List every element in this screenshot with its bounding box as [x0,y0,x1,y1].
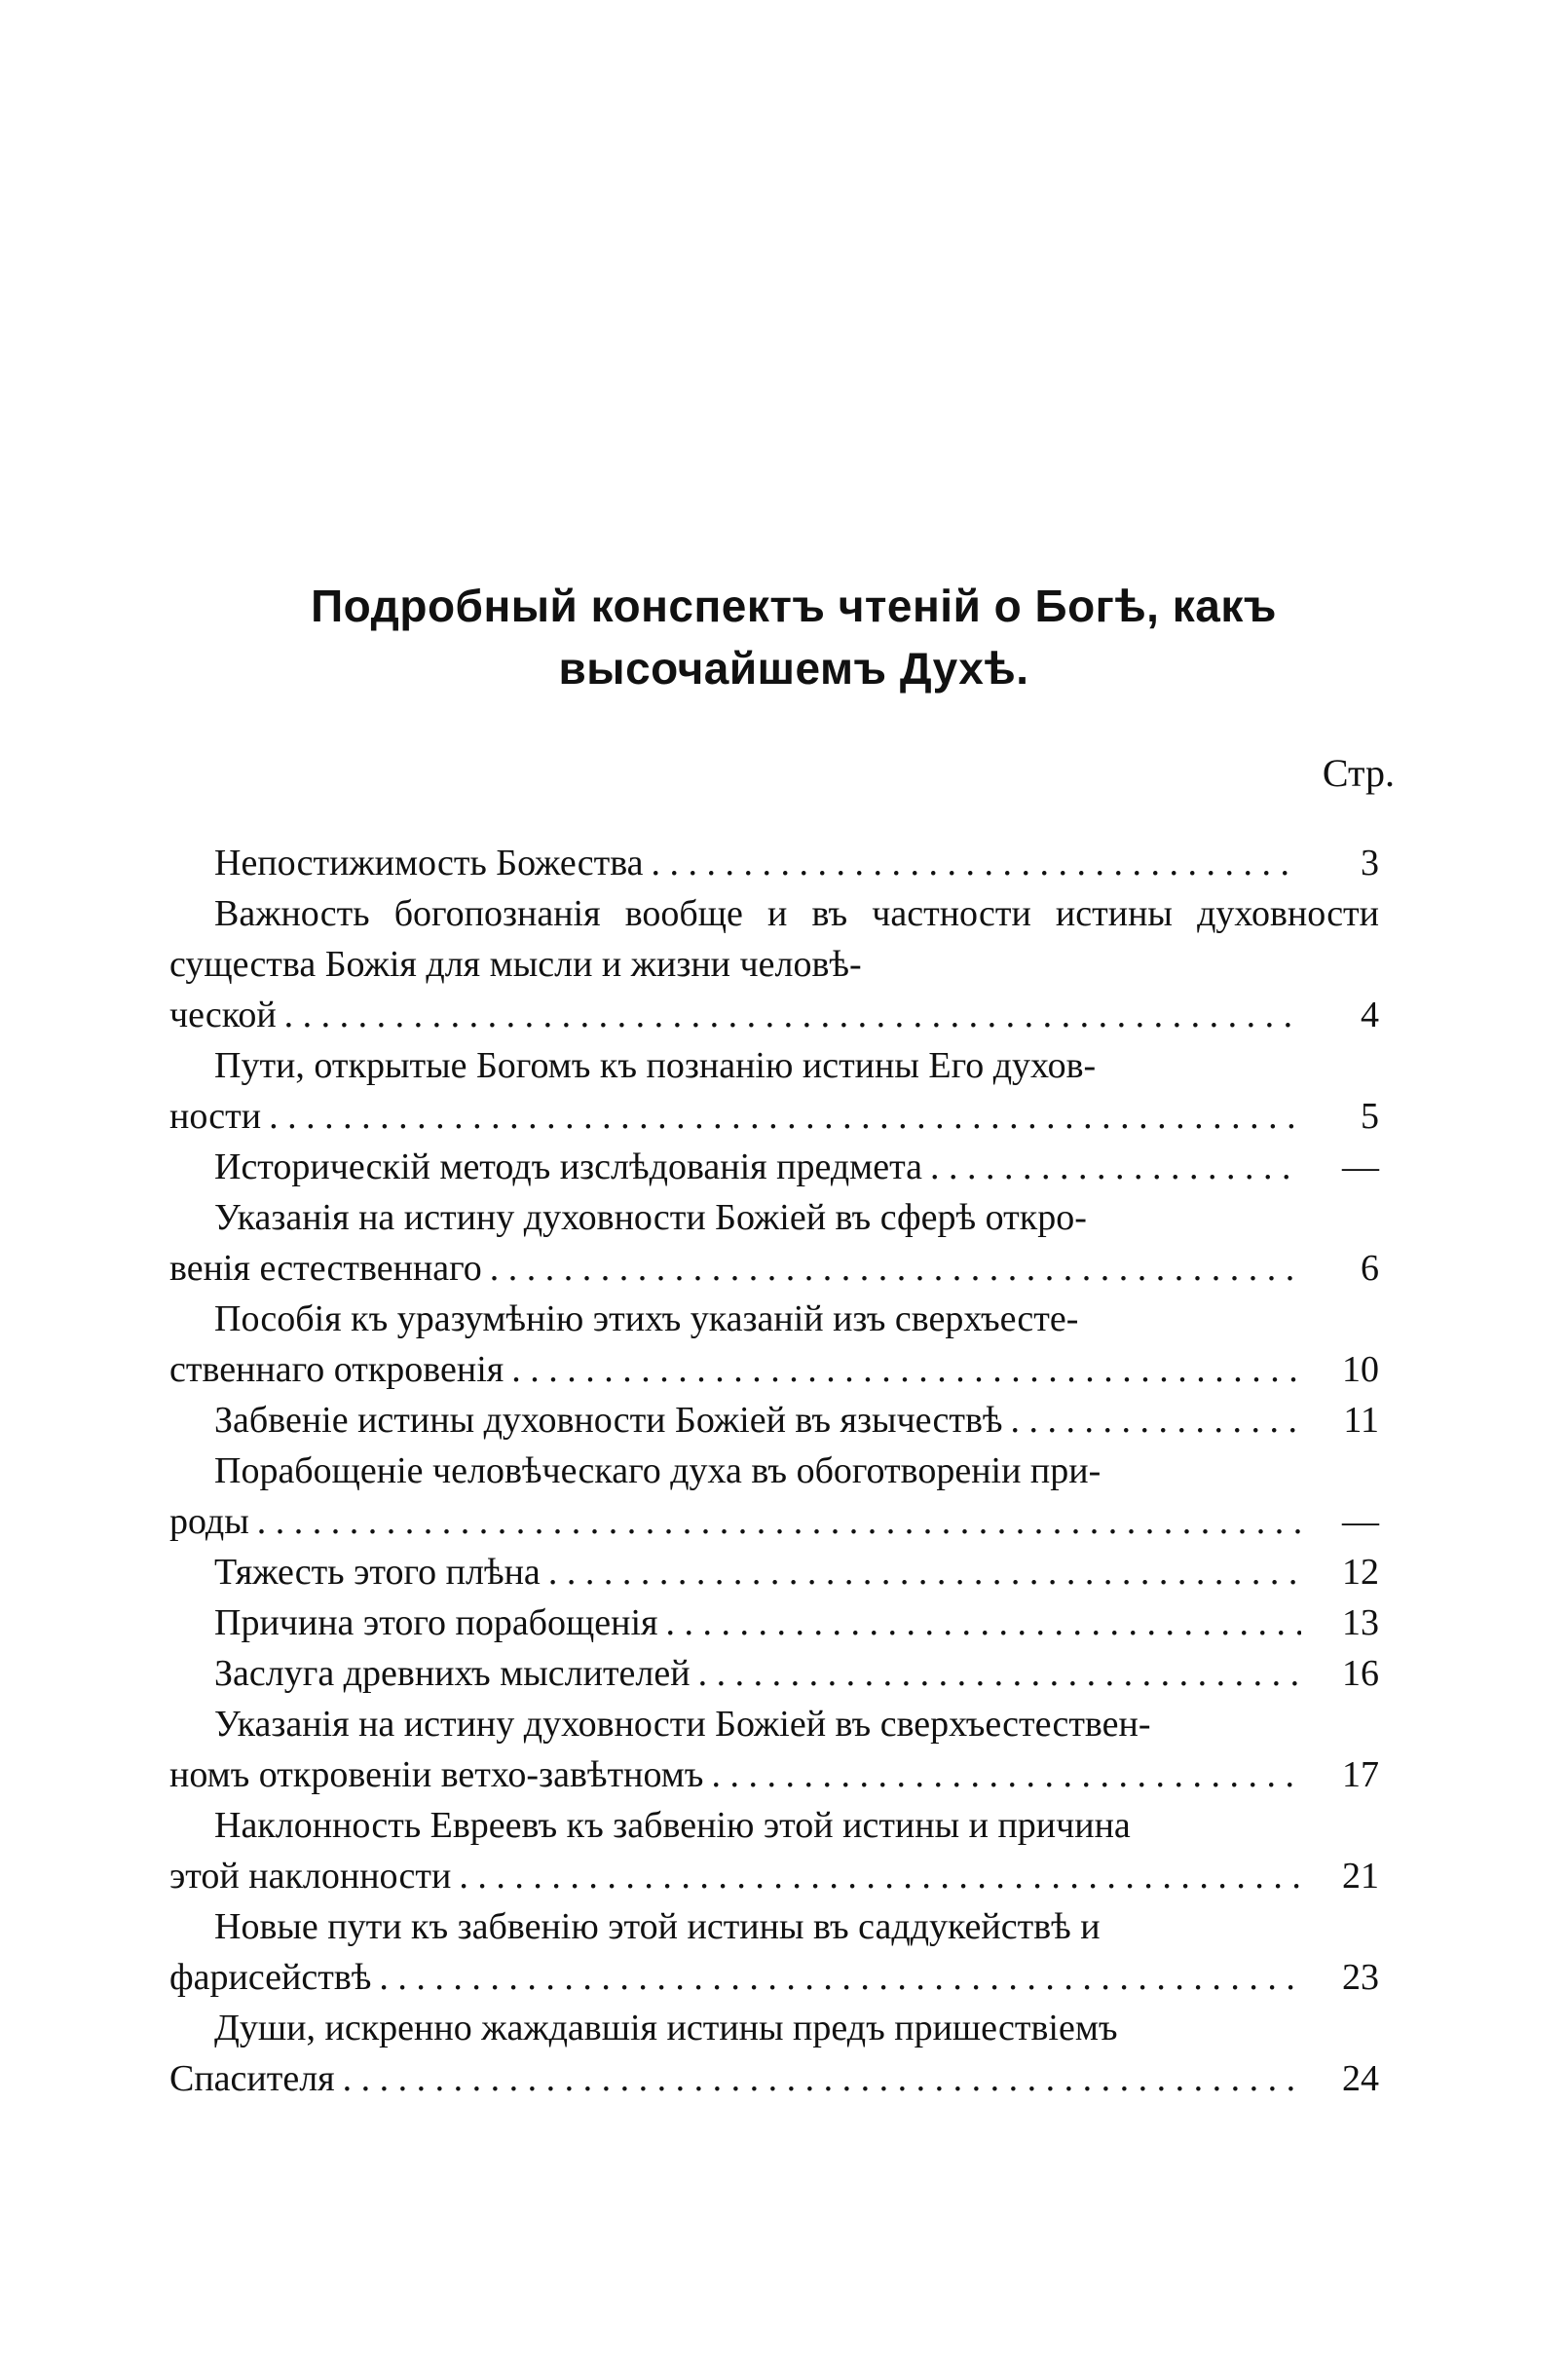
toc-entry-text: Тяжесть этого плѣна [214,1552,541,1593]
toc-entry [169,1547,1379,1597]
toc-page-number: 24 [1342,2058,1379,2099]
toc-entry-text: Пути, открытые Богомъ къ познанію истины Его духов- [214,1045,1097,1086]
toc-page-number: 6 [1361,1248,1379,1289]
dot-leader [261,1091,1301,1142]
toc-entry-line [169,1496,1379,1547]
toc-entry [169,1648,1379,1699]
toc-entry [169,1901,1379,2003]
toc-entry [169,1040,1379,1142]
toc-page-number: 4 [1361,995,1379,1035]
dot-leader [277,990,1301,1040]
toc-entry-text-end: роды [169,1501,249,1542]
toc-page-number: 23 [1342,1957,1379,1998]
toc-entry-text-end: венія естественнаго [169,1248,482,1289]
toc-entry-line [169,2053,1379,2104]
dot-leader [249,1496,1301,1547]
toc-page-number: — [1342,1146,1379,1187]
dot-leader [644,838,1301,888]
toc-entry [169,888,1379,1040]
toc-entry-line [169,1243,1379,1294]
toc-entry-line [169,1597,1379,1648]
toc-entry-text-end: ности [169,1096,262,1137]
dot-leader [451,1851,1301,1901]
toc-entry [169,1597,1379,1648]
toc-entry-text-end: номъ откровеніи ветхо-завѣтномъ [169,1754,704,1795]
dot-leader [922,1142,1301,1192]
toc-entry-line [169,1749,1379,1800]
dot-leader [691,1648,1301,1699]
toc-entry-text-end: Спасителя [169,2058,335,2099]
toc-entry [169,2003,1379,2104]
toc-entry-text: Указанія на истину духовности Божіей въ сверхъестествен- [214,1704,1151,1745]
toc-entry [169,1142,1379,1192]
toc-entry-line [169,990,1379,1040]
toc-entry-line [169,1952,1379,2003]
toc-entry-line [169,1547,1379,1597]
toc-page-number: 11 [1343,1400,1379,1441]
toc-entry-text: Непостижимость Божества [214,843,644,883]
toc-page-number: 17 [1342,1754,1379,1795]
toc-page-number: 21 [1342,1856,1379,1897]
toc-entry-text: Пособія къ уразумѣнію этихъ указаній изъ сверхъесте- [214,1298,1079,1339]
dot-leader [1003,1395,1301,1446]
toc-entry [169,838,1379,888]
toc-entry-text: Историческій методъ изслѣдованія предмета [214,1146,923,1187]
toc-page-number: 16 [1342,1653,1379,1694]
toc-entry [169,1294,1379,1395]
toc-entry-text-end: ческой [169,995,277,1035]
toc-page-number: 12 [1342,1552,1379,1593]
toc-entry-text: Важность богопознанія вообще и въ частности истины духовности существа Божія для мысли и жизни человѣ- [169,893,1379,985]
dot-leader [658,1597,1301,1648]
toc-entry [169,1800,1379,1901]
toc-page-number: — [1342,1501,1379,1542]
toc-entry-line [169,1395,1379,1446]
toc-entry-text: Наклонность Евреевъ къ забвенію этой истины и причина [214,1805,1131,1846]
dot-leader [335,2053,1301,2104]
toc-entry-line [169,1851,1379,1901]
toc-entry-line [169,838,1379,888]
table-of-contents [169,838,1379,2104]
toc-entry-text: Забвеніе истины духовности Божіей въ язычествѣ [214,1400,1003,1441]
toc-entry-text: Души, искренно жаждавшія истины предъ пришествіемъ [214,2008,1118,2048]
page-title: Подробный конспектъ чтеній о Богѣ, какъ высочайшемъ Духѣ. [311,581,1277,694]
toc-entry-text-end: ственнаго откровенія [169,1349,504,1390]
toc-entry [169,1446,1379,1547]
page-column-label: Стр. [1322,751,1395,795]
toc-entry [169,1395,1379,1446]
toc-entry-line [169,1142,1379,1192]
toc-page-number: 5 [1361,1096,1379,1137]
toc-page-number: 3 [1361,843,1379,883]
toc-entry [169,1699,1379,1800]
dot-leader [541,1547,1301,1597]
toc-entry-text: Порабощеніе человѣческаго духа въ обоготвореніи при- [214,1450,1101,1491]
dot-leader [371,1952,1301,2003]
toc-entry-text: Заслуга древнихъ мыслителей [214,1653,691,1694]
toc-entry-line [169,1091,1379,1142]
dot-leader [703,1749,1301,1800]
toc-entry-line [169,1648,1379,1699]
toc-page-number: 10 [1342,1349,1379,1390]
toc-entry [169,1192,1379,1294]
toc-entry-text: Причина этого порабощенія [214,1602,658,1643]
toc-entry-text-end: фарисействѣ [169,1957,372,1998]
toc-entry-line [169,1344,1379,1395]
toc-entry-text: Указанія на истину духовности Божіей въ сферѣ откро- [214,1197,1087,1238]
toc-page-number: 13 [1342,1602,1379,1643]
toc-entry-text-end: этой наклонности [169,1856,452,1897]
dot-leader [504,1344,1301,1395]
dot-leader [482,1243,1301,1294]
toc-entry-text: Новые пути къ забвенію этой истины въ саддукействѣ и [214,1906,1101,1947]
